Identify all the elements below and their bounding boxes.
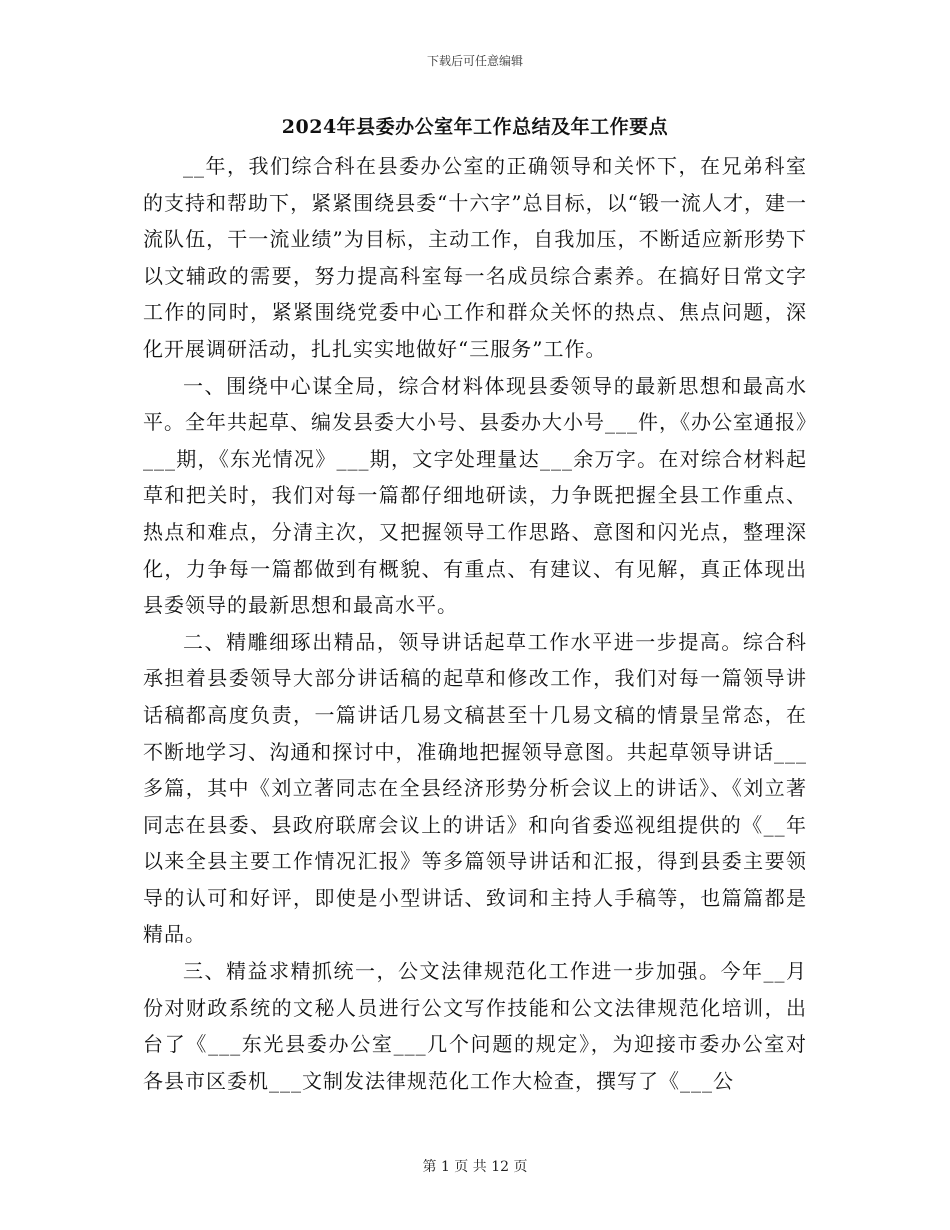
document-body <box>143 148 807 1099</box>
page-number-footer: 第 1 页 共 12 页 <box>422 1159 528 1175</box>
page-header-note: 下载后可任意编辑 <box>426 54 523 68</box>
paragraph-intro: __年，我们综合科在县委办公室的正确领导和关怀下，在兄弟科室的支持和帮助下，紧紧围绕县委“十六字”总目标，以“锻一流人才，建一流队伍，干一流业绩”为目标，主动工作，自我加压，不断适应新形势下以文辅政的需要，努力提高科室每一名成员综合素养。在搞好日常文字工作的同时，紧紧围绕党委中心工作和群众关怀的热点、焦点问题，深化开展调研活动，扎扎实实地做好“三服务”工作。 <box>143 154 807 361</box>
paragraph-section-2: 二、精雕细琢出精品，领导讲话起草工作水平进一步提高。综合科承担着县委领导大部分讲话稿的起草和修改工作，我们对每一篇领导讲话稿都高度负责，一篇讲话几易文稿甚至十几易文稿的情景呈常态，在不断地学习、沟通和探讨中，准确地把握领导意图。共起草领导讲话___多篇，其中《刘立著同志在全县经济形势分析会议上的讲话》、《刘立著同志在县委、县政府联席会议上的讲话》和向省委巡视组提供的《__年以来全县主要工作情况汇报》等多篇领导讲话和汇报，得到县委主要领导的认可和好评，即使是小型讲话、致词和主持人手稿等，也篇篇都是精品。 <box>143 629 807 947</box>
paragraph-section-1: 一、围绕中心谋全局，综合材料体现县委领导的最新思想和最高水平。全年共起草、编发县委大小号、县委办大小号___件，《办公室通报》___期，《东光情况》___期，文字处理量达___余万字。在对综合材料起草和把关时，我们对每一篇都仔细地研读，力争既把握全县工作重点、热点和难点，分清主次，又把握领导工作思路、意图和闪光点，整理深化，力争每一篇都做到有概貌、有重点、有建议、有见解，真正体现出县委领导的最新思想和最高水平。 <box>143 373 807 618</box>
document-title: 2024年县委办公室年工作总结及年工作要点 <box>281 116 669 138</box>
paragraph-section-3: 三、精益求精抓统一，公文法律规范化工作进一步加强。今年__月份对财政系统的文秘人员进行公文写作技能和公文法律规范化培训，出台了《___东光县委办公室___几个问题的规定》，为迎接市委办公室对各县市区委机___文制发法律规范化工作大检查，撰写了《___公 <box>143 959 807 1093</box>
